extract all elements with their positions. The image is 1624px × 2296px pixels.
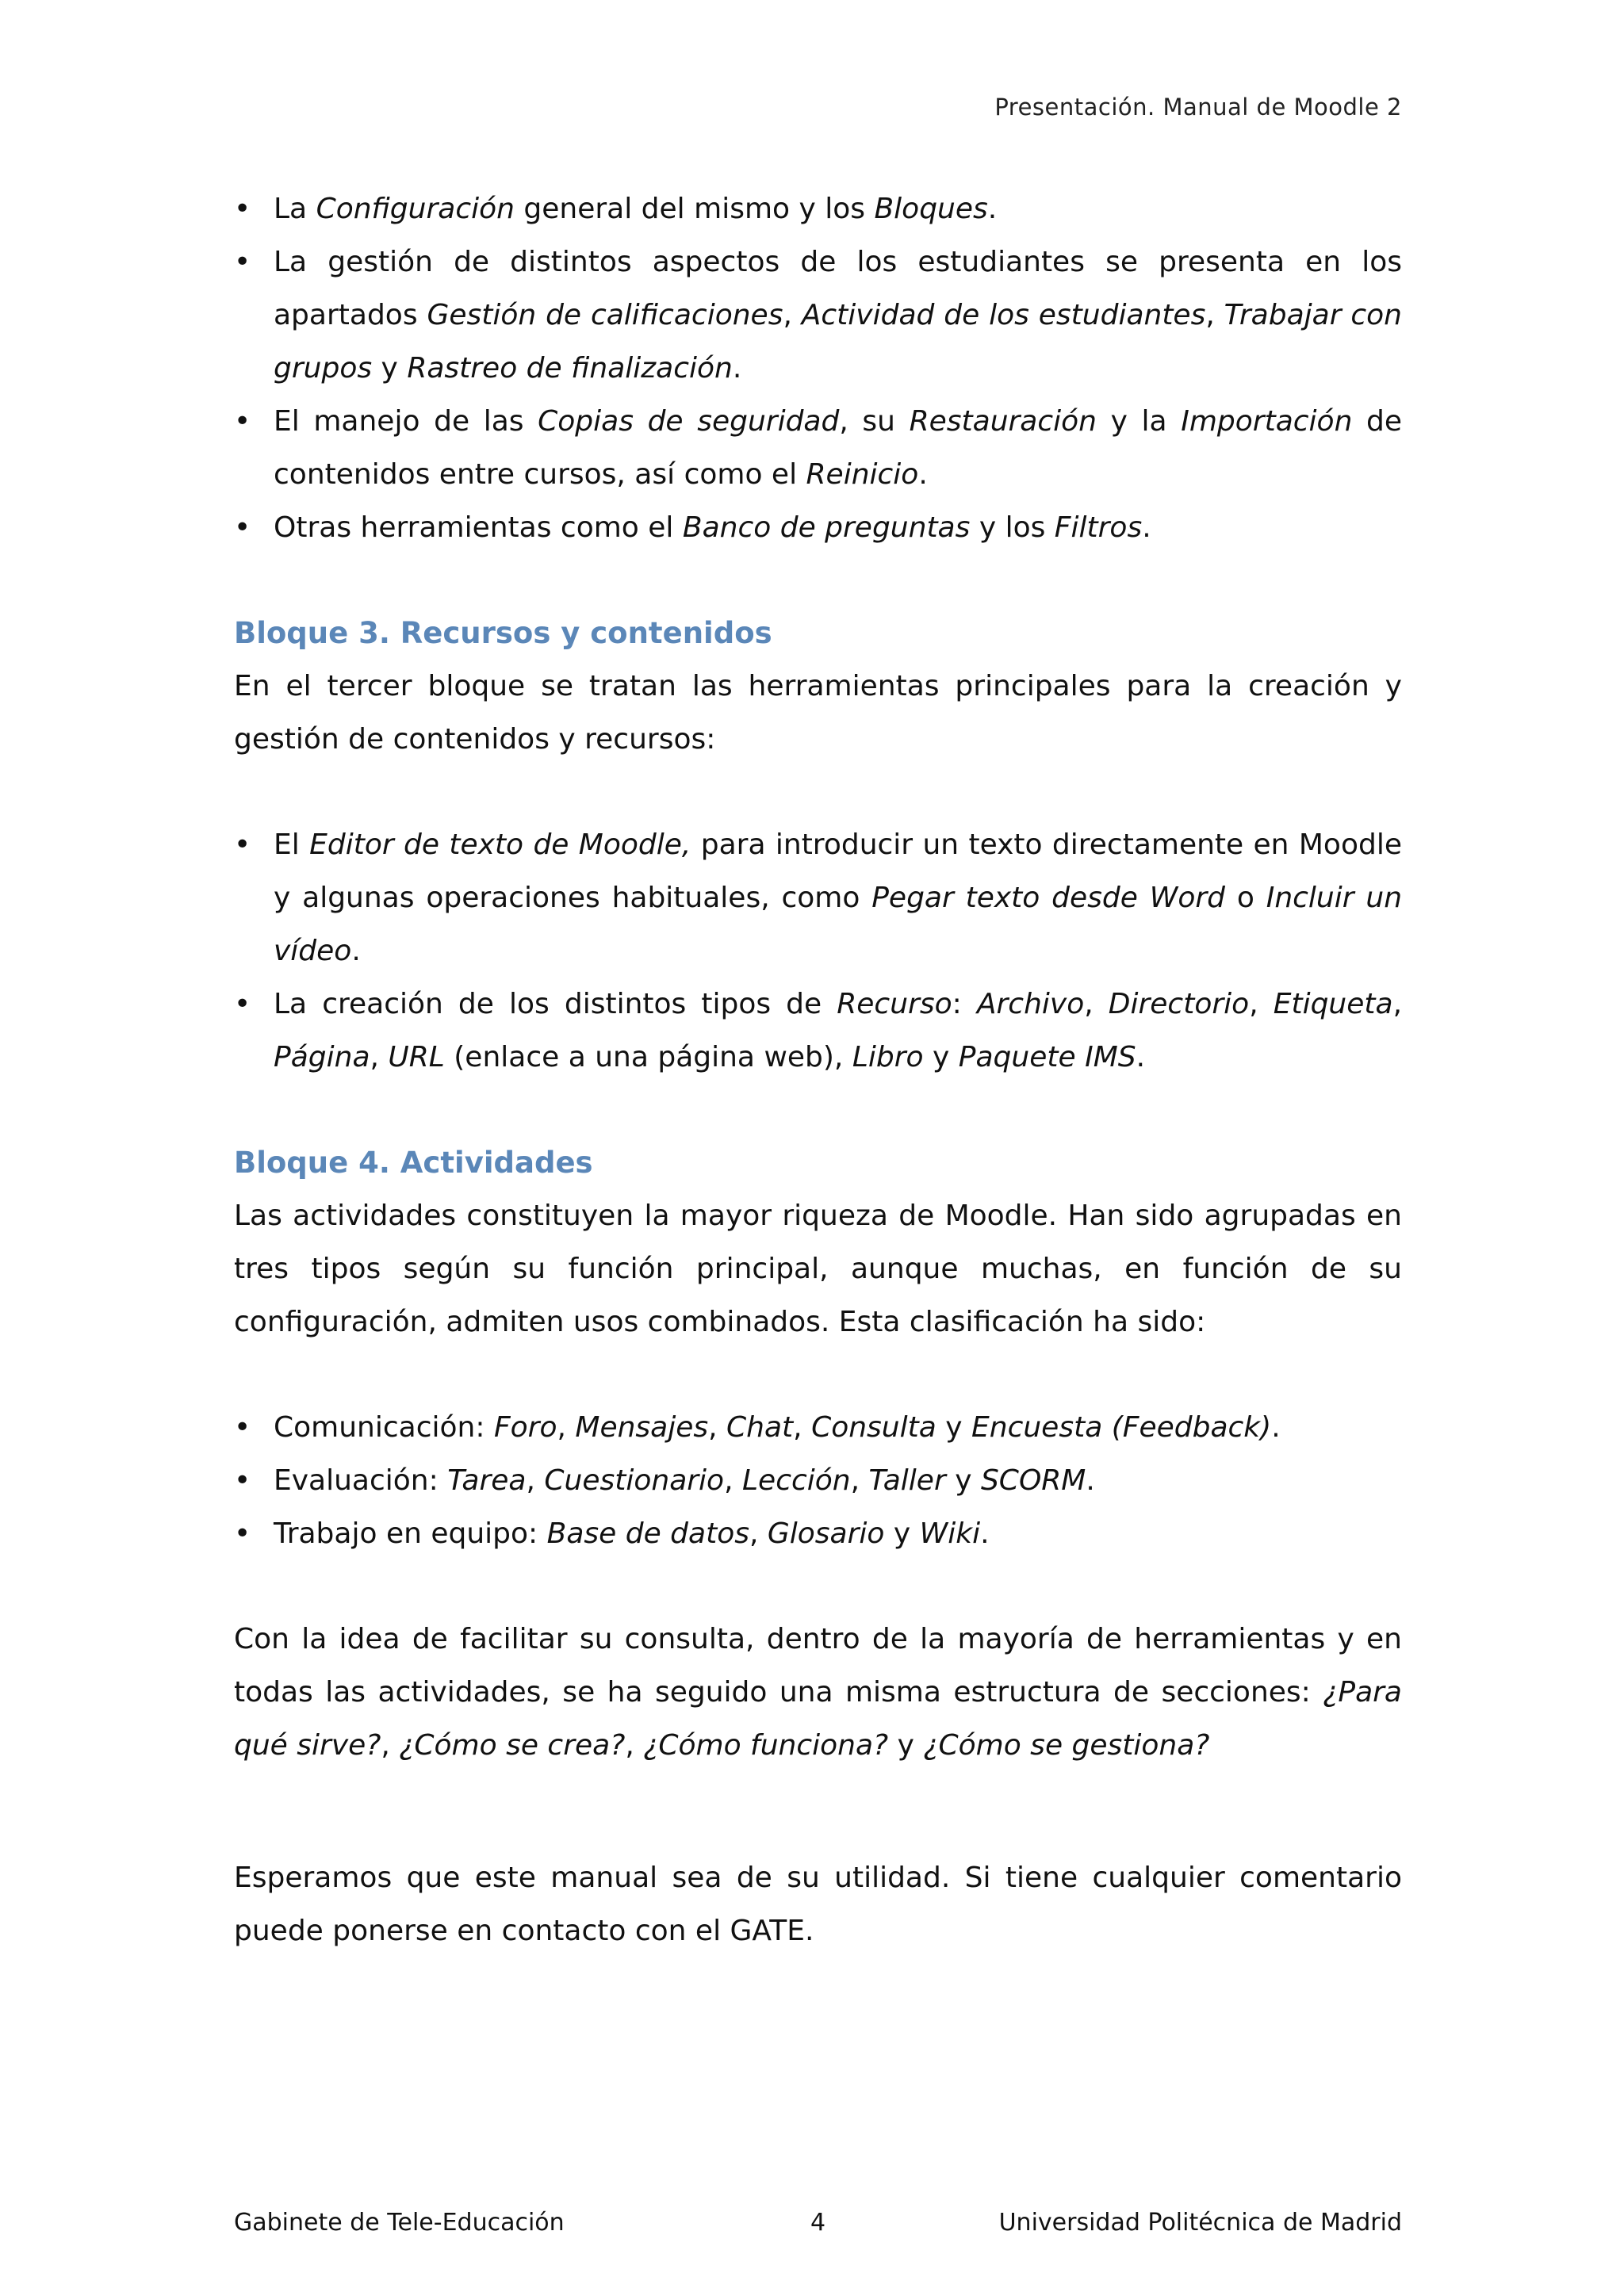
text-run: .	[987, 193, 998, 225]
italic-text-run: Recurso	[837, 988, 952, 1020]
italic-text-run: ¿Cómo funciona?	[643, 1729, 889, 1762]
bullet-icon: •	[234, 1411, 251, 1444]
text-run: ,	[1084, 988, 1109, 1020]
text-run: y	[888, 1729, 924, 1762]
italic-text-run: Trabajar con grupos	[274, 299, 1402, 385]
italic-text-run: Mensajes	[575, 1411, 709, 1444]
text-run: ,	[724, 1464, 742, 1497]
page-header: Presentación. Manual de Moodle 2	[994, 94, 1402, 121]
bloque-4-bullet-list	[234, 1401, 1402, 1560]
italic-text-run: Taller	[868, 1464, 946, 1497]
text-run: .	[1271, 1411, 1281, 1444]
list-item	[234, 978, 1402, 1084]
italic-text-run: Filtros	[1054, 511, 1143, 544]
italic-text-run: Página	[274, 1041, 370, 1073]
italic-text-run: Importación	[1181, 405, 1353, 438]
text-run: ,	[708, 1411, 727, 1444]
text-run: ,	[1205, 299, 1224, 331]
text-run: En el tercer bloque se tratan las herramientas principales para la creación y gestión de contenidos y recursos:	[234, 670, 1402, 756]
bullet-icon: •	[234, 988, 251, 1020]
italic-text-run: Encuesta (Feedback)	[971, 1411, 1272, 1444]
italic-text-run: Editor de texto de Moodle,	[309, 828, 691, 861]
bloque-4-intro	[234, 1189, 1402, 1349]
italic-text-run: ¿Cómo se gestiona?	[923, 1729, 1210, 1762]
text-run: .	[1086, 1464, 1095, 1497]
italic-text-run: Foro	[493, 1411, 557, 1444]
italic-text-run: Chat	[726, 1411, 794, 1444]
italic-text-run: ¿Cómo se crea?	[399, 1729, 626, 1762]
text-run: .	[1142, 511, 1151, 544]
list-item	[234, 395, 1402, 501]
text-run: de contenidos entre cursos, así como el	[274, 405, 1403, 491]
text-run: y	[884, 1517, 920, 1550]
text-run: .	[1136, 1041, 1146, 1073]
text-run: Trabajo en equipo:	[274, 1517, 547, 1550]
italic-text-run: Wiki	[919, 1517, 981, 1550]
text-run: ,	[793, 1411, 812, 1444]
italic-text-run: Copias de seguridad	[538, 405, 840, 438]
text-run: ,	[1392, 988, 1403, 1020]
italic-text-run: ¿Para qué sirve?	[234, 1676, 1402, 1762]
text-run: El manejo de las	[274, 405, 538, 438]
italic-text-run: Tarea	[447, 1464, 527, 1497]
italic-text-run: Base de datos	[546, 1517, 749, 1550]
italic-text-run: Gestión de calificaciones	[427, 299, 783, 331]
text-run: La creación de los distintos tipos de	[274, 988, 837, 1020]
bullet-icon: •	[234, 1517, 251, 1550]
list-item	[234, 235, 1402, 395]
italic-text-run: Archivo	[976, 988, 1085, 1020]
text-run: ,	[526, 1464, 545, 1497]
italic-text-run: Pegar texto desde Word	[871, 882, 1226, 914]
intro-bullet-list	[234, 182, 1402, 554]
italic-text-run: Incluir un vídeo	[274, 882, 1403, 967]
italic-text-run: Bloques	[874, 193, 988, 225]
italic-text-run: Consulta	[811, 1411, 936, 1444]
text-run: Evaluación:	[274, 1464, 448, 1497]
page-content	[234, 182, 1402, 1957]
italic-text-run: Paquete IMS	[958, 1041, 1136, 1073]
text-run: ,	[381, 1729, 400, 1762]
text-run: para introducir un texto directamente en Moodle y algunas operaciones habituales, como	[274, 828, 1402, 914]
text-run: Con la idea de facilitar su consulta, dentro de la mayoría de herramientas y en todas las actividades, se ha seguido una misma estructura de secciones:	[234, 1623, 1402, 1709]
text-run: .	[918, 458, 928, 491]
text-run: .	[980, 1517, 990, 1550]
section-heading-bloque-3: Bloque 3. Recursos y contenidos	[234, 616, 772, 650]
italic-text-run: Configuración	[316, 193, 515, 225]
text-run: ,	[749, 1517, 768, 1550]
text-run: (enlace a una página web),	[444, 1041, 852, 1073]
text-run: y los	[970, 511, 1055, 544]
text-run: La	[274, 193, 316, 225]
list-item	[234, 1507, 1402, 1560]
italic-text-run: Libro	[852, 1041, 924, 1073]
italic-text-run: URL	[388, 1041, 445, 1073]
section-heading-bloque-4: Bloque 4. Actividades	[234, 1146, 593, 1180]
list-item	[234, 818, 1402, 978]
list-item	[234, 501, 1402, 554]
text-run: y	[936, 1411, 971, 1444]
text-run: Otras herramientas como el	[274, 511, 683, 544]
text-run: Las actividades constituyen la mayor riqueza de Moodle. Han sido agrupadas en tres tipos según su función principal, aunque muchas, en función de su configuración, admiten usos combinados. Esta clasificación ha sido:	[234, 1200, 1402, 1338]
bullet-icon: •	[234, 511, 251, 544]
text-run: ,	[850, 1464, 869, 1497]
text-run: Esperamos que este manual sea de su utilidad. Si tiene cualquier comentario puede ponerse en contacto con el GATE.	[234, 1862, 1402, 1947]
italic-text-run: Directorio	[1108, 988, 1250, 1020]
italic-text-run: Actividad de los estudiantes	[801, 299, 1206, 331]
italic-text-run: Rastreo de finalización	[407, 352, 733, 385]
text-run: general del mismo y los	[514, 193, 875, 225]
italic-text-run: Restauración	[909, 405, 1097, 438]
farewell-paragraph	[234, 1851, 1402, 1957]
list-item	[234, 182, 1402, 235]
bloque-3-bullet-list	[234, 818, 1402, 1084]
bloque-3-intro	[234, 660, 1402, 766]
footer-university: Universidad Politécnica de Madrid	[998, 2209, 1402, 2237]
italic-text-run: Lección	[741, 1464, 851, 1497]
text-run: , su	[839, 405, 910, 438]
text-run: .	[351, 935, 361, 967]
italic-text-run: Reinicio	[806, 458, 919, 491]
text-run: ,	[557, 1411, 576, 1444]
italic-text-run: Banco de preguntas	[682, 511, 971, 544]
text-run: .	[732, 352, 742, 385]
list-item	[234, 1454, 1402, 1507]
text-run: El	[274, 828, 310, 861]
italic-text-run: Cuestionario	[544, 1464, 725, 1497]
footer-page-number: 4	[810, 2209, 826, 2237]
text-run: ,	[783, 299, 802, 331]
text-run: y la	[1097, 405, 1182, 438]
text-run: ,	[625, 1729, 644, 1762]
italic-text-run: SCORM	[980, 1464, 1086, 1497]
list-item	[234, 1401, 1402, 1454]
text-run: La gestión de distintos aspectos de los estudiantes se presenta en los apartados	[274, 246, 1402, 331]
bullet-icon: •	[234, 1464, 251, 1497]
bullet-icon: •	[234, 405, 251, 438]
text-run: Comunicación:	[274, 1411, 494, 1444]
bullet-icon: •	[234, 246, 251, 278]
footer-organization: Gabinete de Tele-Educación	[234, 2209, 565, 2237]
bloque-4-closing	[234, 1613, 1402, 1772]
text-run: ,	[370, 1041, 389, 1073]
italic-text-run: Etiqueta	[1273, 988, 1393, 1020]
bullet-icon: •	[234, 828, 251, 861]
text-run: y	[945, 1464, 981, 1497]
text-run: y	[923, 1041, 959, 1073]
text-run: ,	[1249, 988, 1274, 1020]
bullet-icon: •	[234, 193, 251, 225]
text-run: y	[372, 352, 408, 385]
text-run: o	[1225, 882, 1266, 914]
text-run: :	[952, 988, 977, 1020]
italic-text-run: Glosario	[767, 1517, 885, 1550]
